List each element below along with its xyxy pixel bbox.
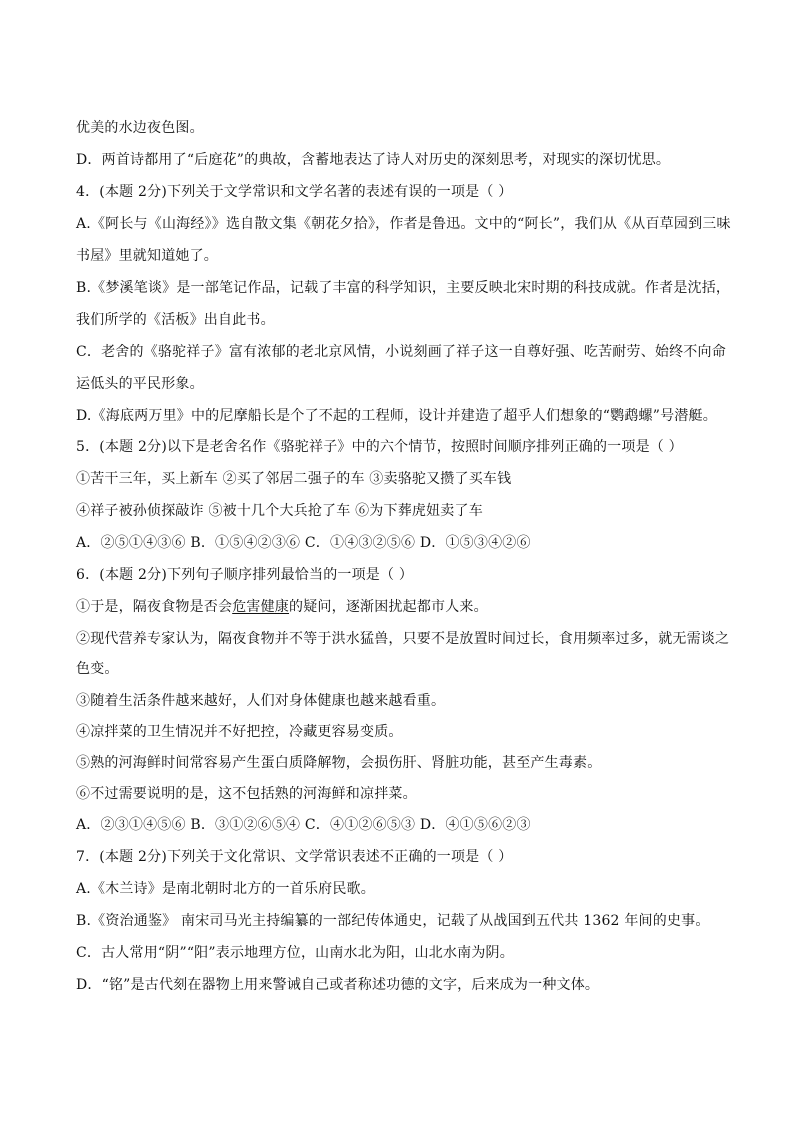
text-line: D．两首诗都用了“后庭花”的典故，含蓄地表达了诗人对历史的深刻思考，对现实的深切忧思。 <box>76 152 671 168</box>
q6-options: A．②③①④⑤⑥ B．③①②⑥⑤④ C．④①②⑥⑤③ D．④①⑤⑥②③ <box>76 817 531 833</box>
q4-option-b: B.《梦溪笔谈》是一部笔记作品，记载了丰富的科学知识，主要反映北宋时期的科技成就。作者是沈括， <box>76 280 731 296</box>
q6-sentence-2-cont: 色变。 <box>76 661 119 677</box>
q4-option-b-cont: 我们所学的《活板》出自此书。 <box>76 312 275 328</box>
q6-sentence-1-after: 的疑问，逐渐困扰起都市人来。 <box>289 599 488 615</box>
q6-sentence-1 <box>76 597 726 617</box>
q6-sentence-2: ②现代营养专家认为，隔夜食物并不等于洪水猛兽，只要不是放置时间过长，食用频率过多，就无需谈之 <box>76 631 730 647</box>
q4-option-c: C．老舍的《骆驼祥子》富有浓郁的老北京风情，小说刻画了祥子这一自尊好强、吃苦耐劳、始终不向命 <box>76 344 726 360</box>
q4-option-a-cont: 书屋》里就知道她了。 <box>76 248 218 264</box>
q4-option-a: A.《阿长与《山海经》》选自散文集《朝花夕拾》，作者是鲁迅。文中的“阿长”，我们从《从百草园到三味 <box>76 216 731 232</box>
q7-option-c: C．古人常用“阴”“阳”表示地理方位，山南水北为阳，山北水南为阴。 <box>76 945 514 961</box>
q7-option-b: B.《资治通鉴》 南宋司马光主持编纂的一部纪传体通史，记载了从战国到五代共 1362 年间的史事。 <box>76 913 710 929</box>
q6-sentence-6: ⑥不过需要说明的是，这不包括熟的河海鲜和凉拌菜。 <box>76 786 417 802</box>
q5-plot-items: ④祥子被孙侦探敲诈 ⑤被十几个大兵抢了车 ⑥为下葬虎妞卖了车 <box>76 503 483 519</box>
q5-plot-items: ①苦干三年，买上新车 ②买了邻居二强子的车 ③卖骆驼又攒了买车钱 <box>76 471 512 487</box>
q6-sentence-3: ③随着生活条件越来越好，人们对身体健康也越来越看重。 <box>76 693 446 709</box>
question-7-stem: 7．(本题 2分)下列关于文化常识、文学常识表述不正确的一项是（ ） <box>76 849 513 865</box>
q4-option-c-cont: 运低头的平民形象。 <box>76 376 204 392</box>
q6-sentence-1-before: ①于是，隔夜食物是否会 <box>76 599 233 615</box>
question-5-stem: 5．(本题 2分)以下是老舍名作《骆驼祥子》中的六个情节，按照时间顺序排列正确的一项是（ ） <box>76 439 683 455</box>
question-6-stem: 6．(本题 2分)下列句子顺序排列最恰当的一项是（ ） <box>76 567 414 583</box>
q7-option-a: A.《木兰诗》是南北朝时北方的一首乐府民歌。 <box>76 881 375 897</box>
q4-option-d: D.《海底两万里》中的尼摩船长是个了不起的工程师，设计并建造了超乎人们想象的“鹦鹉螺”号潜艇。 <box>76 408 717 424</box>
q7-option-d: D．“铭”是古代刻在器物上用来警诫自己或者称述功德的文字，后来成为一种文体。 <box>76 977 600 993</box>
q6-sentence-4: ④凉拌菜的卫生情况并不好把控，冷藏更容易变质。 <box>76 724 403 740</box>
underlined-phrase: 危害健康 <box>232 599 290 615</box>
question-4-stem: 4．(本题 2分)下列关于文学常识和文学名著的表述有误的一项是（ ） <box>76 184 513 200</box>
q5-options: A．②⑤①④③⑥ B．①⑤④②③⑥ C．①④③②⑤⑥ D．①⑤③④②⑥ <box>76 535 531 551</box>
q6-sentence-5: ⑤熟的河海鲜时间常容易产生蛋白质降解物，会损伤肝、肾脏功能，甚至产生毒素。 <box>76 755 602 771</box>
text-line: 优美的水边夜色图。 <box>76 120 204 136</box>
